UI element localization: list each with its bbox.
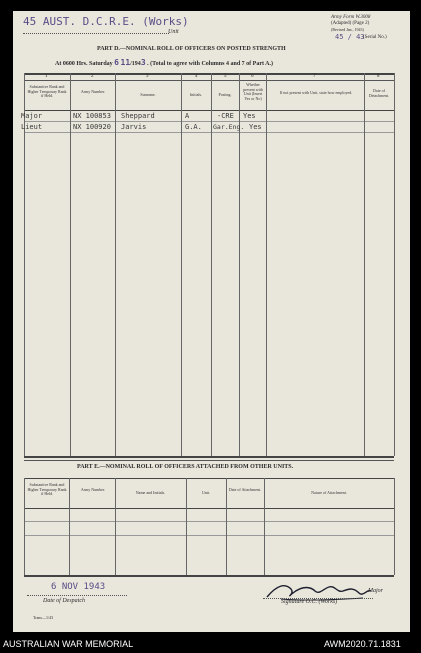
part-e-col-line-4	[226, 478, 227, 575]
part-e-col-line-3	[186, 478, 187, 575]
signature-rank: Major	[368, 588, 383, 594]
date-year: 3	[140, 58, 146, 67]
archive-caption-left: AUSTRALIAN WAR MEMORIAL	[3, 639, 134, 649]
row-2-posting: Gar.Eng.	[213, 123, 245, 131]
archive-caption-right: AWM2020.71.1831	[324, 639, 401, 649]
part-e-header-top-rule	[24, 478, 394, 479]
serial-value: 45 / 43	[335, 33, 365, 41]
row-1-present: Yes	[243, 112, 256, 120]
col-num-4: 4	[195, 74, 198, 79]
time-prefix: At 0600 Hrs. Saturday	[55, 61, 113, 67]
col-num-7: 7	[313, 74, 316, 79]
part-d-bottom-rule	[24, 456, 394, 458]
part-e-header-4: Unit.	[201, 490, 211, 495]
date-year-prefix: /194	[130, 61, 141, 67]
part-e-header-rule	[24, 508, 394, 509]
part-d-row-rule-1	[24, 121, 394, 122]
date-month: 11	[120, 58, 131, 67]
col-num-3: 3	[146, 74, 149, 79]
serial-label: (Serial No.)	[363, 35, 387, 40]
row-1-posting: -CRE	[217, 112, 234, 120]
part-e-header-6: Nature of Attachment.	[311, 490, 347, 495]
part-d-top-rule	[24, 73, 394, 75]
part-e-header-1: Substantive Rank and Higher Temporary Rank if Held.	[27, 482, 67, 496]
form-revised: (Revised Jan., 1943)	[331, 27, 364, 32]
row-1-rank: Major	[21, 112, 43, 120]
part-d-col-line-8	[394, 73, 395, 456]
part-e-bottom-rule	[24, 575, 394, 577]
row-1-initials: A	[185, 112, 190, 120]
unit-label: Unit	[168, 29, 179, 35]
date-day: 6	[114, 58, 119, 67]
part-e-col-line-6	[394, 478, 395, 575]
part-e-row-rule-2	[24, 535, 394, 536]
part-e-col-line-0	[24, 478, 25, 575]
part-e-col-line-1	[69, 478, 70, 575]
part-e-header-2: Army Number.	[80, 487, 106, 492]
row-2-present: Yes	[249, 123, 262, 131]
despatch-label: Date of Despatch	[43, 598, 85, 604]
col-header-2: Army Number.	[80, 89, 106, 94]
part-d-row-rule-2	[24, 132, 394, 133]
part-e-header-3: Name and Initials.	[135, 490, 166, 495]
part-d-num-rule	[24, 80, 394, 81]
col-header-6: Whether present with Unit (Insert Yes or No)	[243, 82, 263, 101]
col-header-1: Substantive Rank and Higher Temporary Rank if Held.	[27, 84, 67, 98]
part-e-header-5: Date of Attachment.	[228, 487, 262, 492]
col-header-5: Posting.	[218, 92, 232, 97]
signature-label: Signature O.C. (Works)	[281, 599, 338, 605]
form-code: Trans—1/43	[33, 615, 54, 620]
col-num-2: 2	[91, 74, 94, 79]
col-header-4: Initials.	[189, 92, 203, 97]
row-1-surname: Sheppard	[121, 112, 155, 120]
part-d-col-line-4	[211, 73, 212, 456]
col-num-8: 8	[377, 74, 380, 79]
part-e-title: PART E.—NOMINAL ROLL OF OFFICERS ATTACHED FROM OTHER UNITS.	[77, 464, 294, 470]
despatch-date: 6 NOV 1943	[51, 582, 106, 592]
archive-caption-bar	[0, 636, 421, 653]
unit-stamp: 45 AUST. D.C.R.E. (Works)	[23, 15, 189, 28]
row-2-rank: Lieut	[21, 123, 43, 131]
despatch-underline	[27, 595, 127, 596]
col-num-5: 5	[224, 74, 227, 79]
part-e-col-line-5	[264, 478, 265, 575]
date-note: . (Total to agree with Columns 4 and 7 of Part A.)	[147, 61, 273, 67]
part-e-top-rule	[24, 460, 394, 461]
part-d-date-line	[55, 58, 273, 67]
row-1-number: NX 100853	[73, 112, 111, 120]
part-d-col-line-2	[115, 73, 116, 456]
part-d-col-line-3	[181, 73, 182, 456]
part-e-row-rule-1	[24, 521, 394, 522]
col-header-7: If not present with Unit, state how employed.	[279, 90, 353, 95]
part-e-col-line-2	[115, 478, 116, 575]
part-d-header-rule	[24, 110, 394, 111]
row-2-surname: Jarvis	[121, 123, 147, 131]
part-d-col-line-7	[364, 73, 365, 456]
form-adapted: (Adapted) (Page 2)	[331, 21, 370, 26]
col-header-8: Date of Detachment.	[368, 88, 390, 98]
col-header-3: Surname.	[140, 92, 156, 97]
part-d-col-line-6	[266, 73, 267, 456]
part-d-title: PART D.—NOMINAL ROLL OF OFFICERS ON POSTED STRENGTH	[97, 46, 286, 52]
form-page	[13, 11, 410, 632]
col-num-1: 1	[45, 74, 48, 79]
form-name: Army Form W.3008	[331, 15, 371, 20]
part-d-col-line-1	[70, 73, 71, 456]
unit-underline	[23, 33, 169, 34]
col-num-6: 6	[251, 74, 254, 79]
row-2-initials: G.A.	[185, 123, 202, 131]
row-2-number: NX 100920	[73, 123, 111, 131]
